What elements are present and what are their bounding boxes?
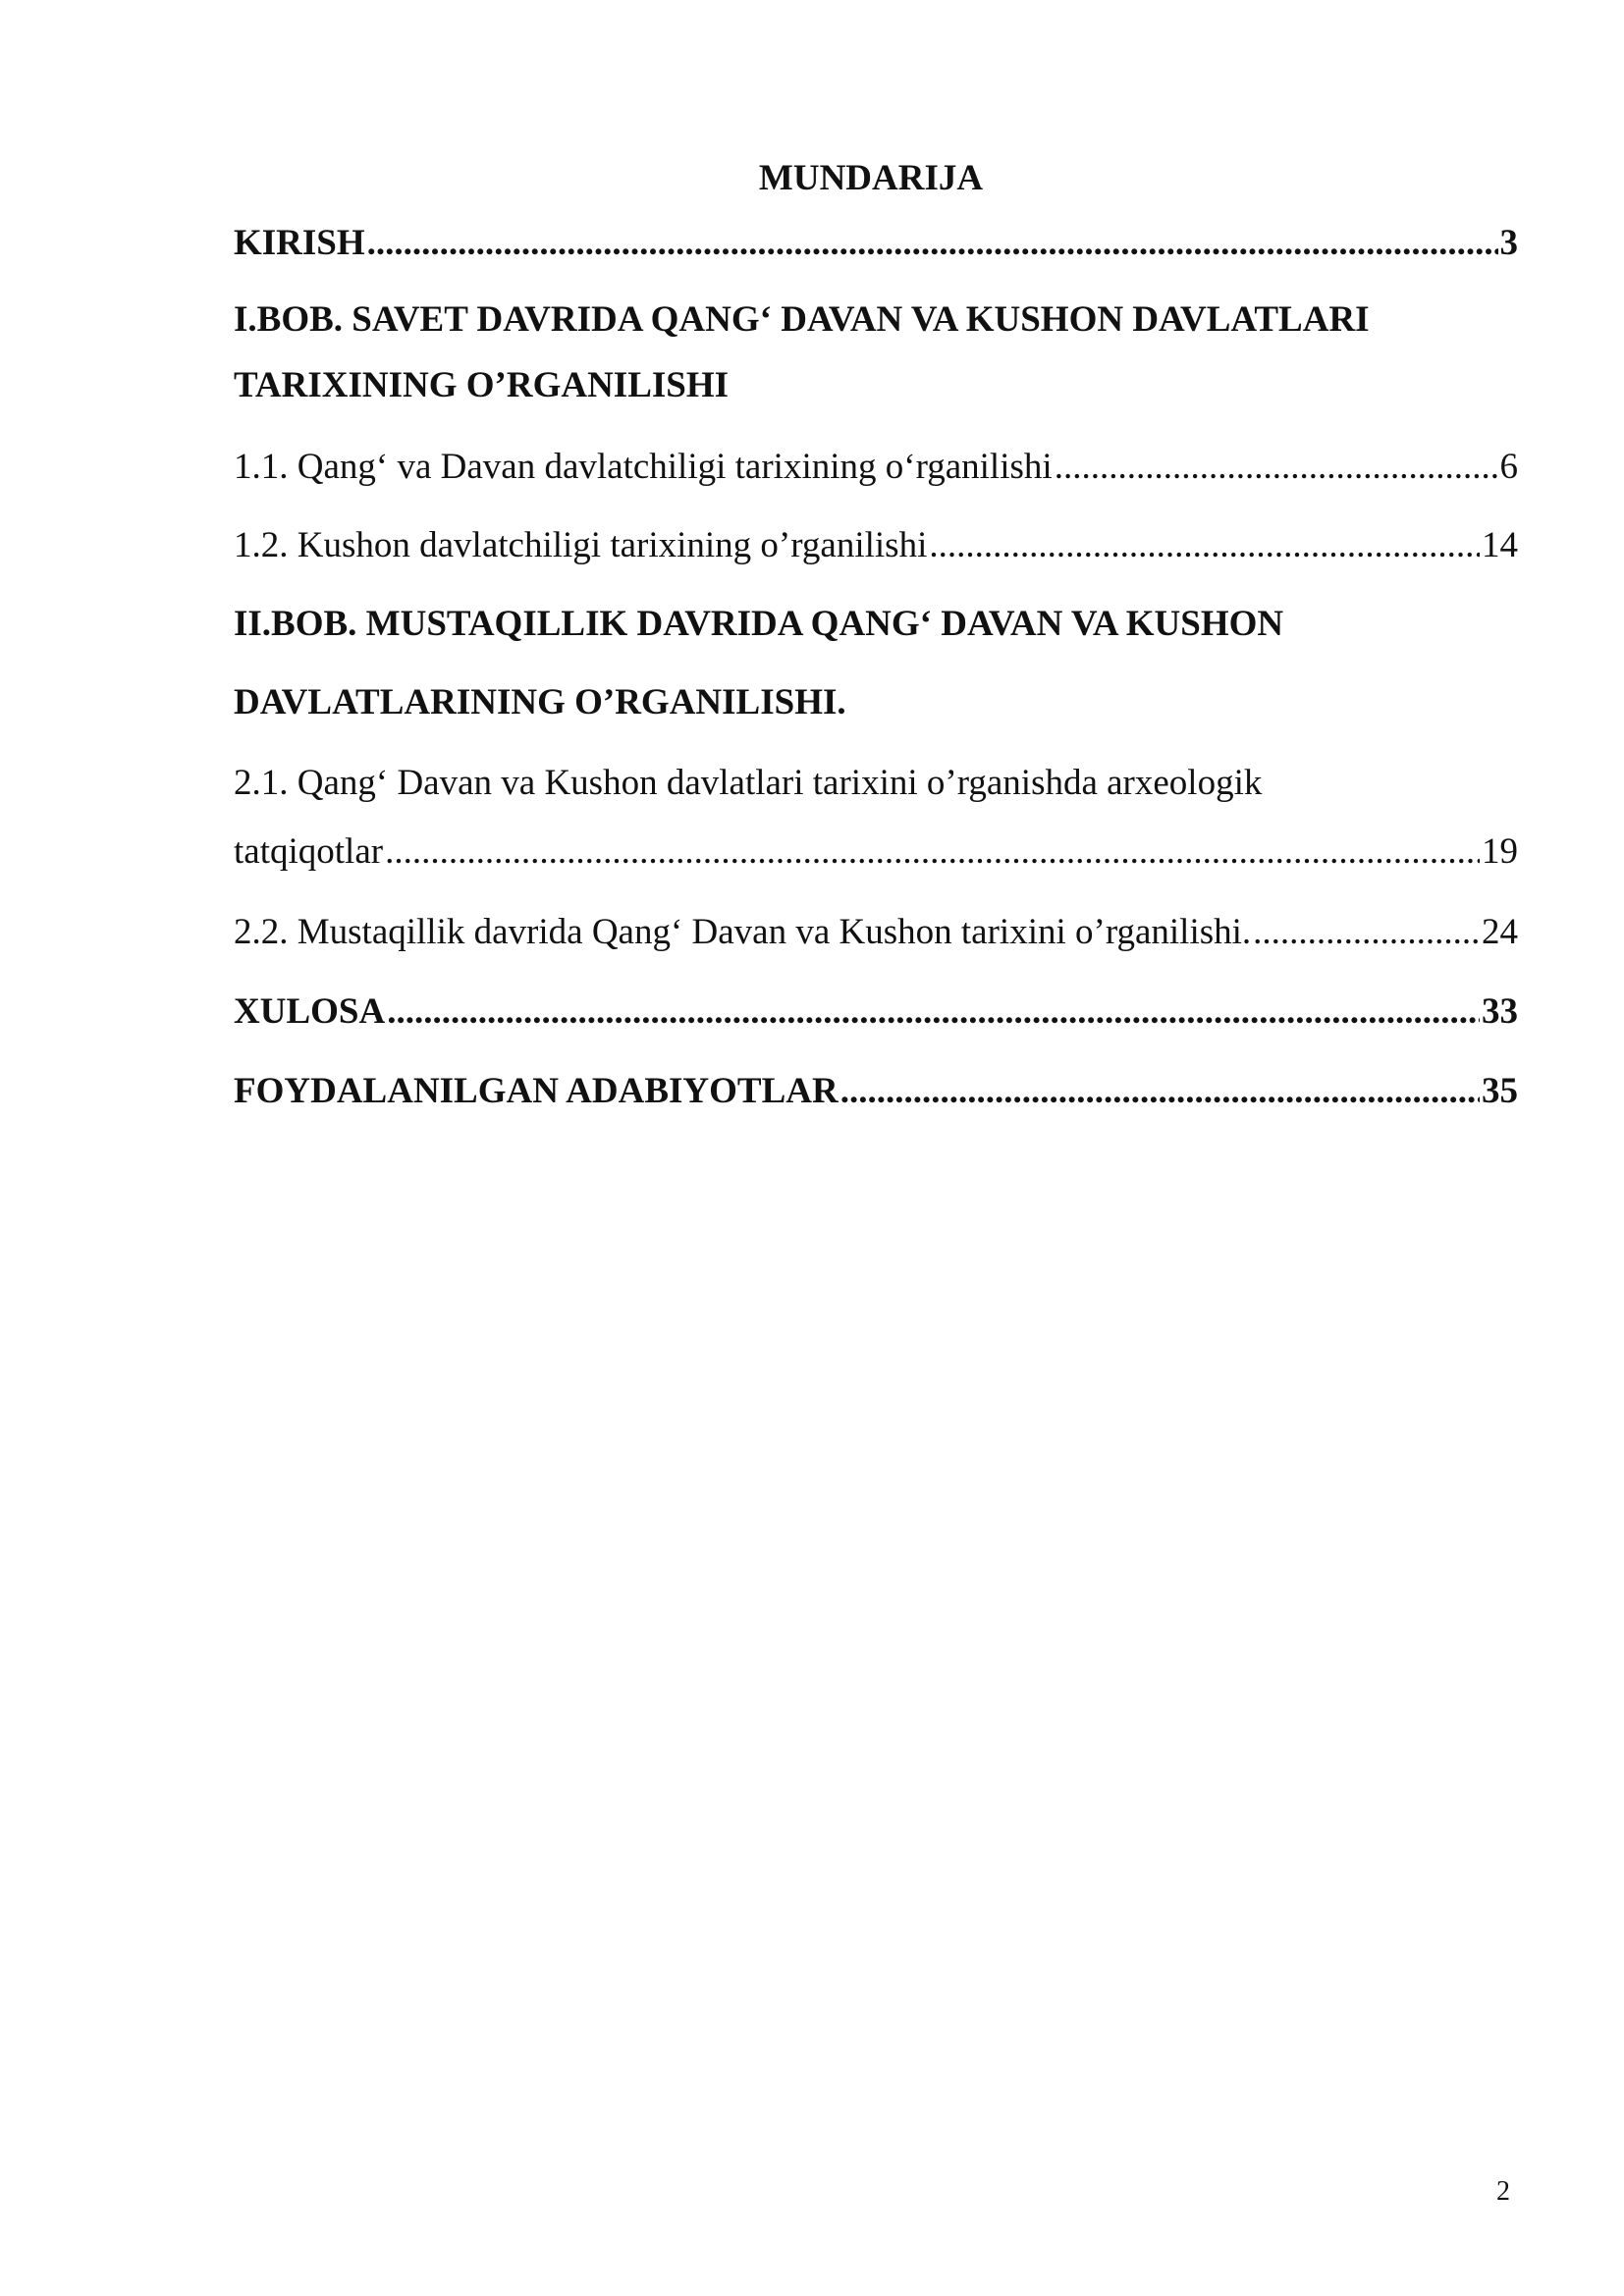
toc-entry-label: XULOSA — [234, 991, 386, 1032]
toc-entry-label: KIRISH — [234, 223, 365, 263]
toc-entry-label: 2.2. Mustaqillik davrida Qang‘ Davan va Kushon tarixini o’rganilishi. — [234, 912, 1252, 952]
toc-entry-page: 3 — [1499, 223, 1518, 263]
dot-leader — [385, 828, 1480, 876]
toc-entry-page: 14 — [1482, 525, 1518, 565]
toc-entry-section-2-2[interactable] — [234, 909, 1518, 956]
toc-entry-label: TARIXINING O’RGANILISHI — [234, 365, 730, 405]
dot-leader — [840, 1068, 1480, 1115]
toc-entry-label: tatqiqotlar — [234, 831, 384, 872]
page-number: 2 — [1496, 2176, 1510, 2207]
toc-entry-chapter-2-cont[interactable] — [234, 679, 1518, 726]
toc-entry-label: II.BOB. MUSTAQILLIK DAVRIDA QANG‘ DAVAN VA KUSHON — [234, 604, 1284, 644]
toc-entry-page: 33 — [1482, 991, 1518, 1032]
toc-entry-section-2-1[interactable] — [234, 760, 1518, 807]
toc-entry-kirish[interactable] — [234, 220, 1518, 267]
toc-entry-chapter-1-cont[interactable] — [234, 362, 1518, 409]
toc-entry-section-2-1-cont[interactable] — [234, 828, 1518, 876]
toc-entry-label: DAVLATLARINING O’RGANILISHI. — [234, 682, 846, 722]
toc-entry-page: 24 — [1482, 912, 1518, 952]
toc-entry-section-1-1[interactable] — [234, 444, 1518, 491]
toc-entry-label: 2.1. Qang‘ Davan va Kushon davlatlari tarixini o’rganishda arxeologik — [234, 763, 1263, 803]
toc-entry-section-1-2[interactable] — [234, 522, 1518, 569]
dot-leader — [1055, 444, 1498, 491]
dot-leader — [367, 220, 1498, 267]
toc-title: MUNDARIJA — [758, 158, 984, 198]
toc-entry-page: 19 — [1482, 831, 1518, 872]
toc-entry-chapter-1[interactable] — [234, 296, 1518, 344]
toc-entry-label: 1.1. Qang‘ va Davan davlatchiligi tarixining o‘rganilishi — [234, 447, 1053, 487]
toc-entry-page: 35 — [1482, 1071, 1518, 1111]
dot-leader — [1253, 909, 1480, 956]
toc-entry-chapter-2[interactable] — [234, 601, 1518, 648]
dot-leader — [387, 988, 1480, 1036]
toc-entry-label: FOYDALANILGAN ADABIYOTLAR — [234, 1071, 839, 1111]
toc-entry-bibliography[interactable] — [234, 1068, 1518, 1115]
dot-leader — [929, 522, 1480, 569]
toc-entry-label: I.BOB. SAVET DAVRIDA QANG‘ DAVAN VA KUSHON DAVLATLARI — [234, 299, 1370, 340]
toc-entry-page: 6 — [1499, 447, 1518, 487]
toc-entry-xulosa[interactable] — [234, 988, 1518, 1036]
toc-entry-label: 1.2. Kushon davlatchiligi tarixining o’rganilishi — [234, 525, 928, 565]
